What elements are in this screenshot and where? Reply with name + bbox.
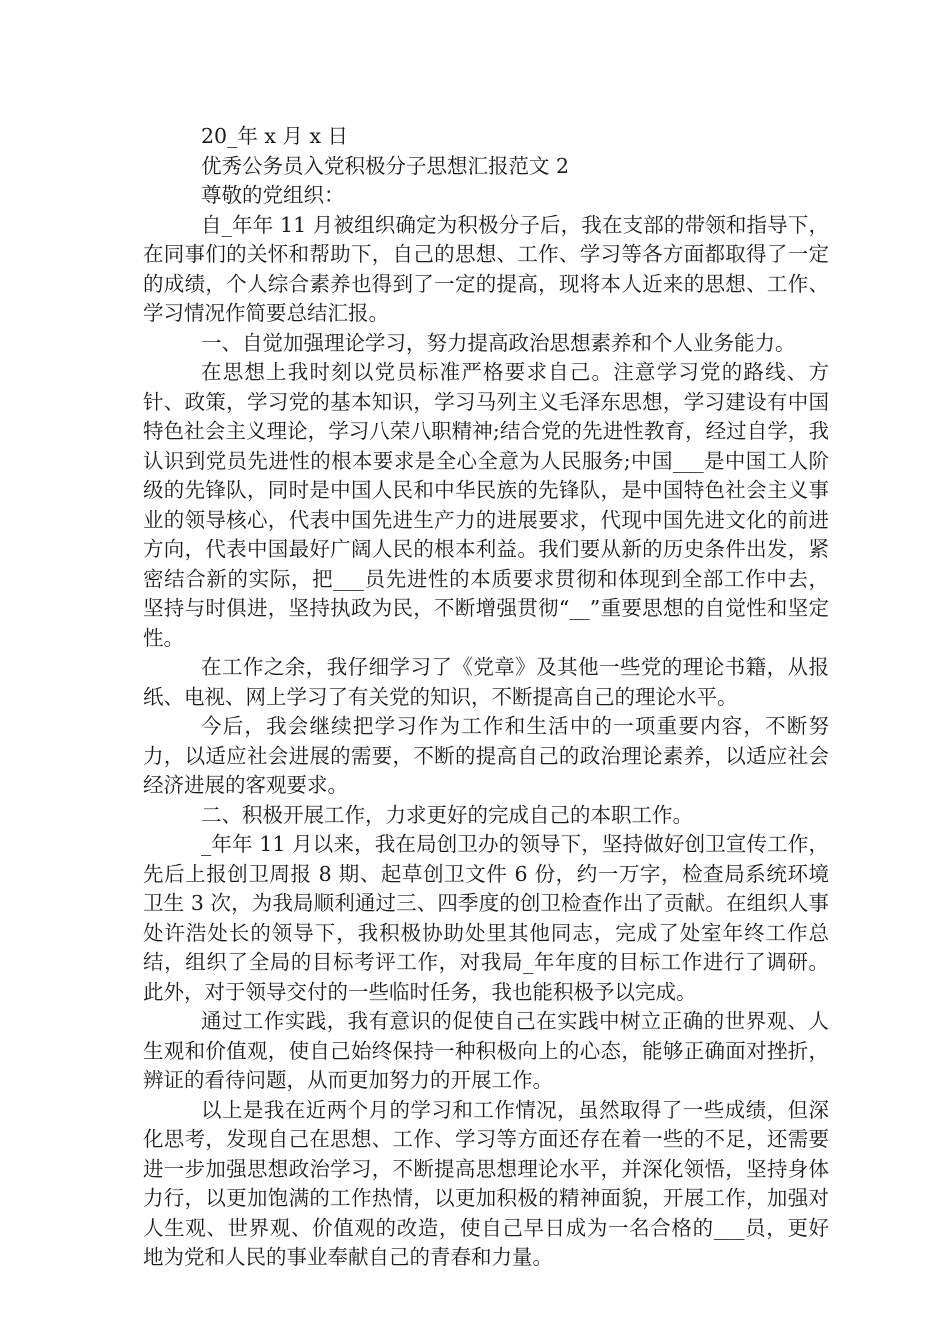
date-line: 20_年 x 月 x 日	[201, 124, 349, 148]
section-heading-1: 一、自觉加强理论学习，努力提高政治思想素养和个人业务能力。	[201, 330, 796, 355]
paragraph-party-books: 在工作之余，我仔细学习了《党章》及其他一些党的理论书籍，从报纸、电视、网上学习了有关党的知识，不断提高自己的理论水平。	[143, 655, 829, 709]
salutation: 尊敬的党组织：	[201, 183, 345, 207]
document-body	[143, 122, 829, 1273]
paragraph-work-record: _年年 11 月以来，我在局创卫办的领导下，坚持做好创卫宣传工作，先后上报创卫周报 8 期、起草创卫文件 6 份，约一万字，检查局系统环境卫生 3 次，为我局顺利通过三、四季度的创卫检查作出了贡献。在组织人事处许浩处长的领导下，我积极协助处里其他同志，完成了处室年终工作总结，组织了全局的目标考评工作，对我局_年年度的目标工作进行了调研。此外，对于领导交付的一些临时任务，我也能积极予以完成。	[143, 832, 829, 1004]
paragraph-continued-study: 今后，我会继续把学习作为工作和生活中的一项重要内容，不断努力，以适应社会进展的需要，不断的提高自己的政治理论素养，以适应社会经济进展的客观要求。	[143, 714, 829, 797]
paragraph-work-practice: 通过工作实践，我有意识的促使自己在实践中树立正确的世界观、人生观和价值观，使自己始终保持一种积极向上的心态，能够正确面对挫折，辨证的看待问题，从而更加努力的开展工作。	[143, 1009, 829, 1092]
section-heading-2: 二、积极开展工作，力求更好的完成自己的本职工作。	[201, 802, 693, 827]
paragraph-theory-study: 在思想上我时刻以党员标准严格要求自己。注意学习党的路线、方针、政策，学习党的基本知识，学习马列主义毛泽东思想，学习建设有中国特色社会主义理论，学习八荣八职精神;结合党的先进性教育，经过自学，我认识到党员先进性的根本要求是全心全意为人民服务;中国___是中国工人阶级的先锋队，同时是中国人民和中华民族的先锋队，是中国特色社会主义事业的领导核心，代表中国先进生产力的进展要求，代现中国先进文化的前进方向，代表中国最好广阔人民的根本利益。我们要从新的历史条件出发，紧密结合新的实际，把___员先进性的本质要求贯彻和体现到全部工作中去，坚持与时俱进，坚持执政为民，不断增强贯彻“__”重要思想的自觉性和坚定性。	[143, 360, 829, 650]
paragraph-intro: 自_年年 11 月被组织确定为积极分子后，我在支部的带领和指导下，在同事们的关怀和帮助下，自己的思想、工作、学习等各方面都取得了一定的成绩，个人综合素养也得到了一定的提高，现将本人近来的思想、工作、学习情况作简要总结汇报。	[143, 212, 829, 325]
document-title: 优秀公务员入党积极分子思想汇报范文 2	[201, 153, 570, 178]
paragraph-conclusion: 以上是我在近两个月的学习和工作情况，虽然取得了一些成绩，但深化思考，发现自己在思想、工作、学习等方面还存在着一些的不足，还需要进一步加强思想政治学习，不断提高思想理论水平，并深化领悟，坚持身体力行，以更加饱满的工作热情，以更加积极的精神面貌，开展工作，加强对人生观、世界观、价值观的改造，使自己早日成为一名合格的___员，更好地为党和人民的事业奉献自己的青春和力量。	[143, 1097, 829, 1269]
